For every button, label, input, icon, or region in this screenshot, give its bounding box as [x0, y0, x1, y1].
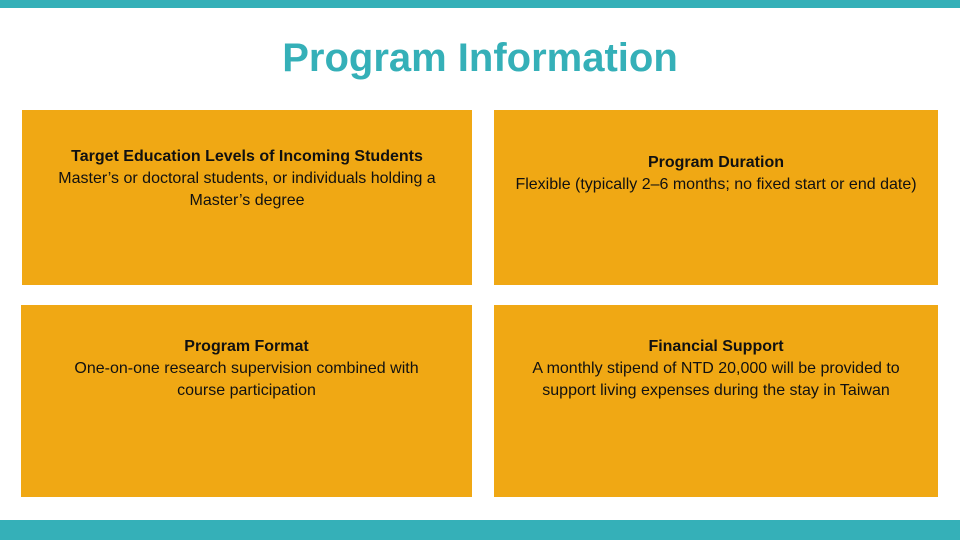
info-box-body: A monthly stipend of NTD 20,000 will be provided to support living expenses during the stay in Taiwan — [532, 360, 900, 399]
info-box-heading: Program Duration — [647, 154, 784, 171]
info-box-financial-support — [494, 305, 938, 497]
info-box-heading: Program Format — [184, 338, 309, 355]
info-box-body: One-on-one research supervision combined with course participation — [74, 360, 419, 399]
info-box-heading: Financial Support — [648, 338, 784, 355]
slide-title: Program Information — [282, 36, 678, 80]
info-box-program-duration — [494, 110, 938, 285]
info-box-body: Master’s or doctoral students, or individuals holding a Master’s degree — [58, 170, 436, 209]
info-box-heading: Target Education Levels of Incoming Students — [71, 148, 423, 165]
info-box-body: Flexible (typically 2–6 months; no fixed start or end date) — [515, 176, 917, 193]
info-box-program-format — [21, 305, 472, 497]
top-accent-bar — [0, 0, 960, 8]
info-box-target-education — [22, 110, 472, 285]
bottom-accent-bar — [0, 520, 960, 540]
